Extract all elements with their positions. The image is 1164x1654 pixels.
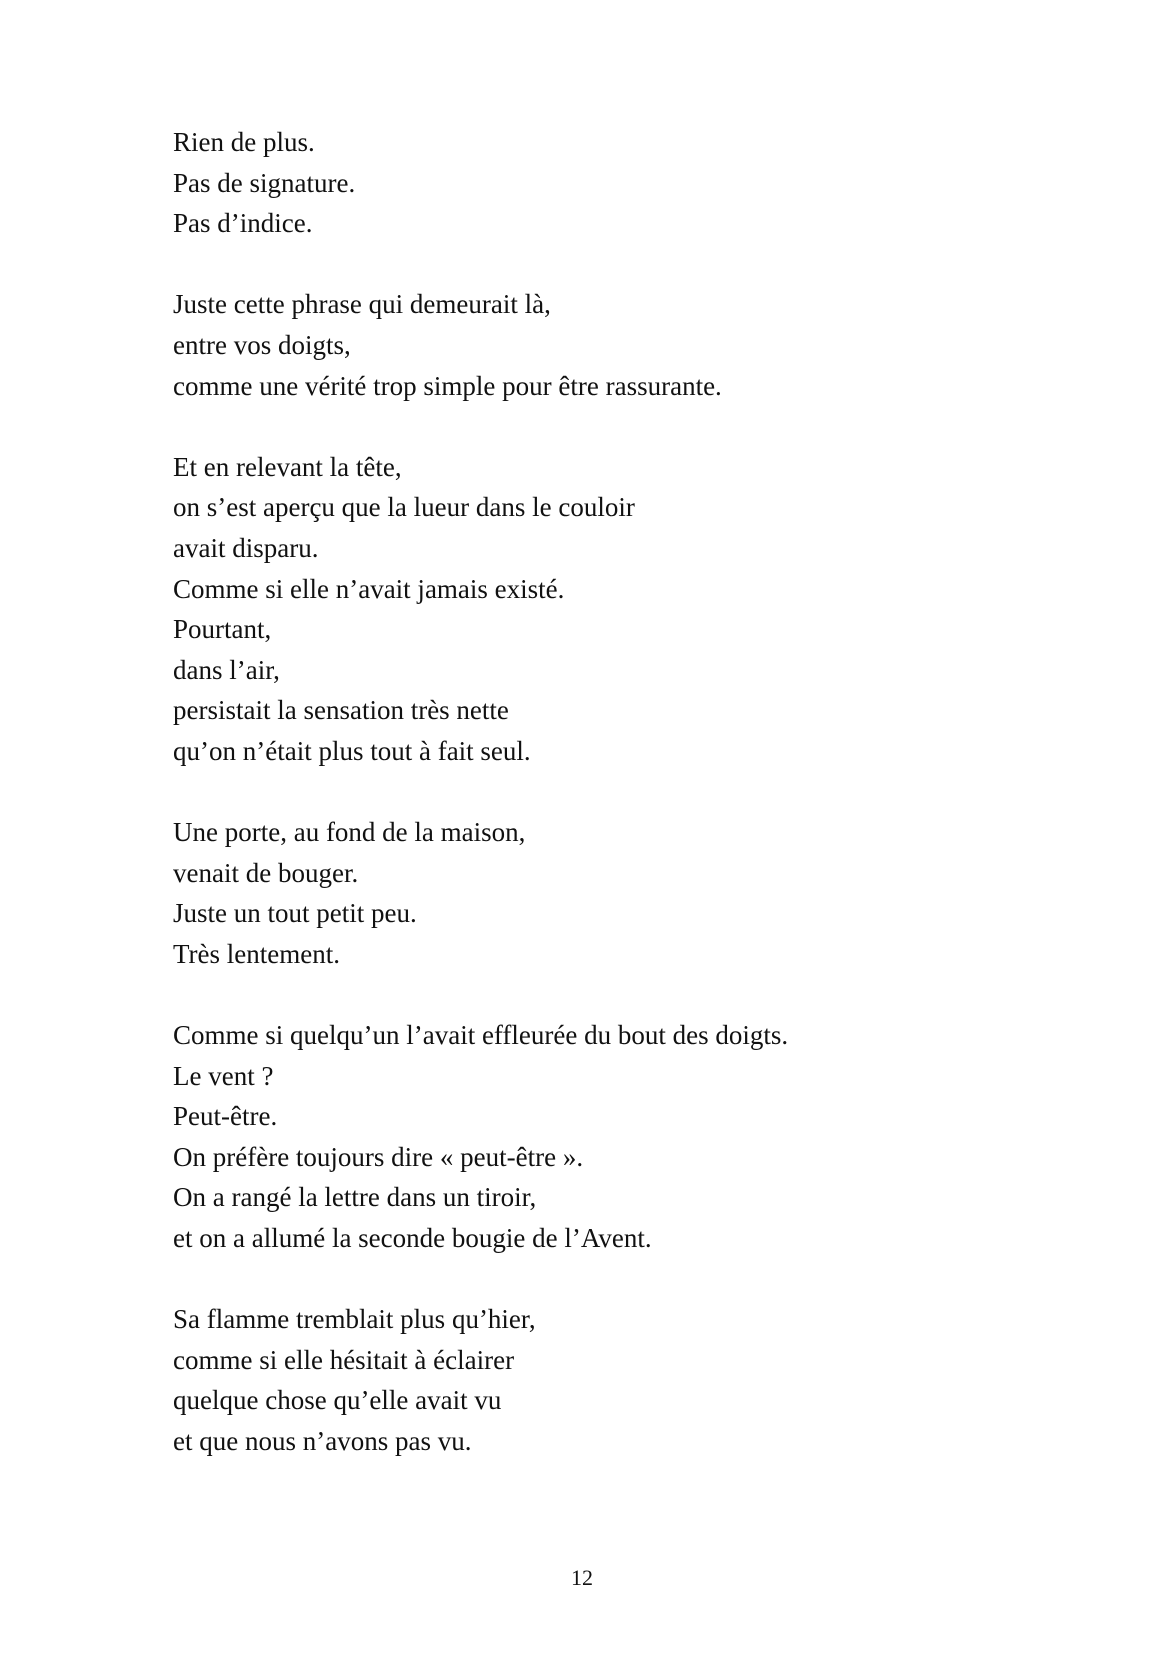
text-line: comme une vérité trop simple pour être rassurante. [173,370,722,401]
stanza-4 [173,812,1073,974]
text-line: et on a allumé la seconde bougie de l’Avent. [173,1223,652,1254]
text-line: Comme si elle n’avait jamais existé. [173,573,565,604]
stanza-6 [173,1299,1073,1461]
text-line: entre vos doigts, [173,329,351,360]
text-line: Et en relevant la tête, [173,451,402,482]
text-line: Le vent ? [173,1060,274,1091]
text-line: On préfère toujours dire « peut-être ». [173,1141,584,1172]
text-line: venait de bouger. [173,857,359,888]
text-body [173,122,1073,1502]
text-line: et que nous n’avons pas vu. [173,1426,472,1456]
text-line: dans l’air, [173,654,280,685]
text-line: quelque chose qu’elle avait vu [173,1385,502,1416]
text-line: comme si elle hésitait à éclairer [173,1344,515,1375]
text-line: avait disparu. [173,532,319,563]
text-line: On a rangé la lettre dans un tiroir, [173,1182,537,1213]
text-line: on s’est aperçu que la lueur dans le couloir [173,492,635,523]
stanza-5 [173,1015,1073,1259]
text-line: Très lentement. [173,938,340,969]
text-line: Comme si quelqu’un l’avait effleurée du bout des doigts. [173,1020,789,1051]
text-line: Sa flamme tremblait plus qu’hier, [173,1304,536,1335]
page-number: 12 [571,1565,593,1590]
stanza-3 [173,447,1073,772]
stanza-2 [173,284,1073,406]
text-line: Juste un tout petit peu. [173,898,417,929]
text-line: Rien de plus. [173,127,315,157]
text-line: persistait la sensation très nette [173,695,509,726]
text-line: Peut-être. [173,1101,278,1132]
stanza-1 [173,122,1073,244]
text-line: Pas d’indice. [173,208,313,239]
text-line: Une porte, au fond de la maison, [173,817,526,848]
text-line: Pourtant, [173,614,272,645]
text-line: qu’on n’était plus tout à fait seul. [173,735,531,766]
text-line: Juste cette phrase qui demeurait là, [173,289,551,320]
text-line: Pas de signature. [173,167,356,198]
